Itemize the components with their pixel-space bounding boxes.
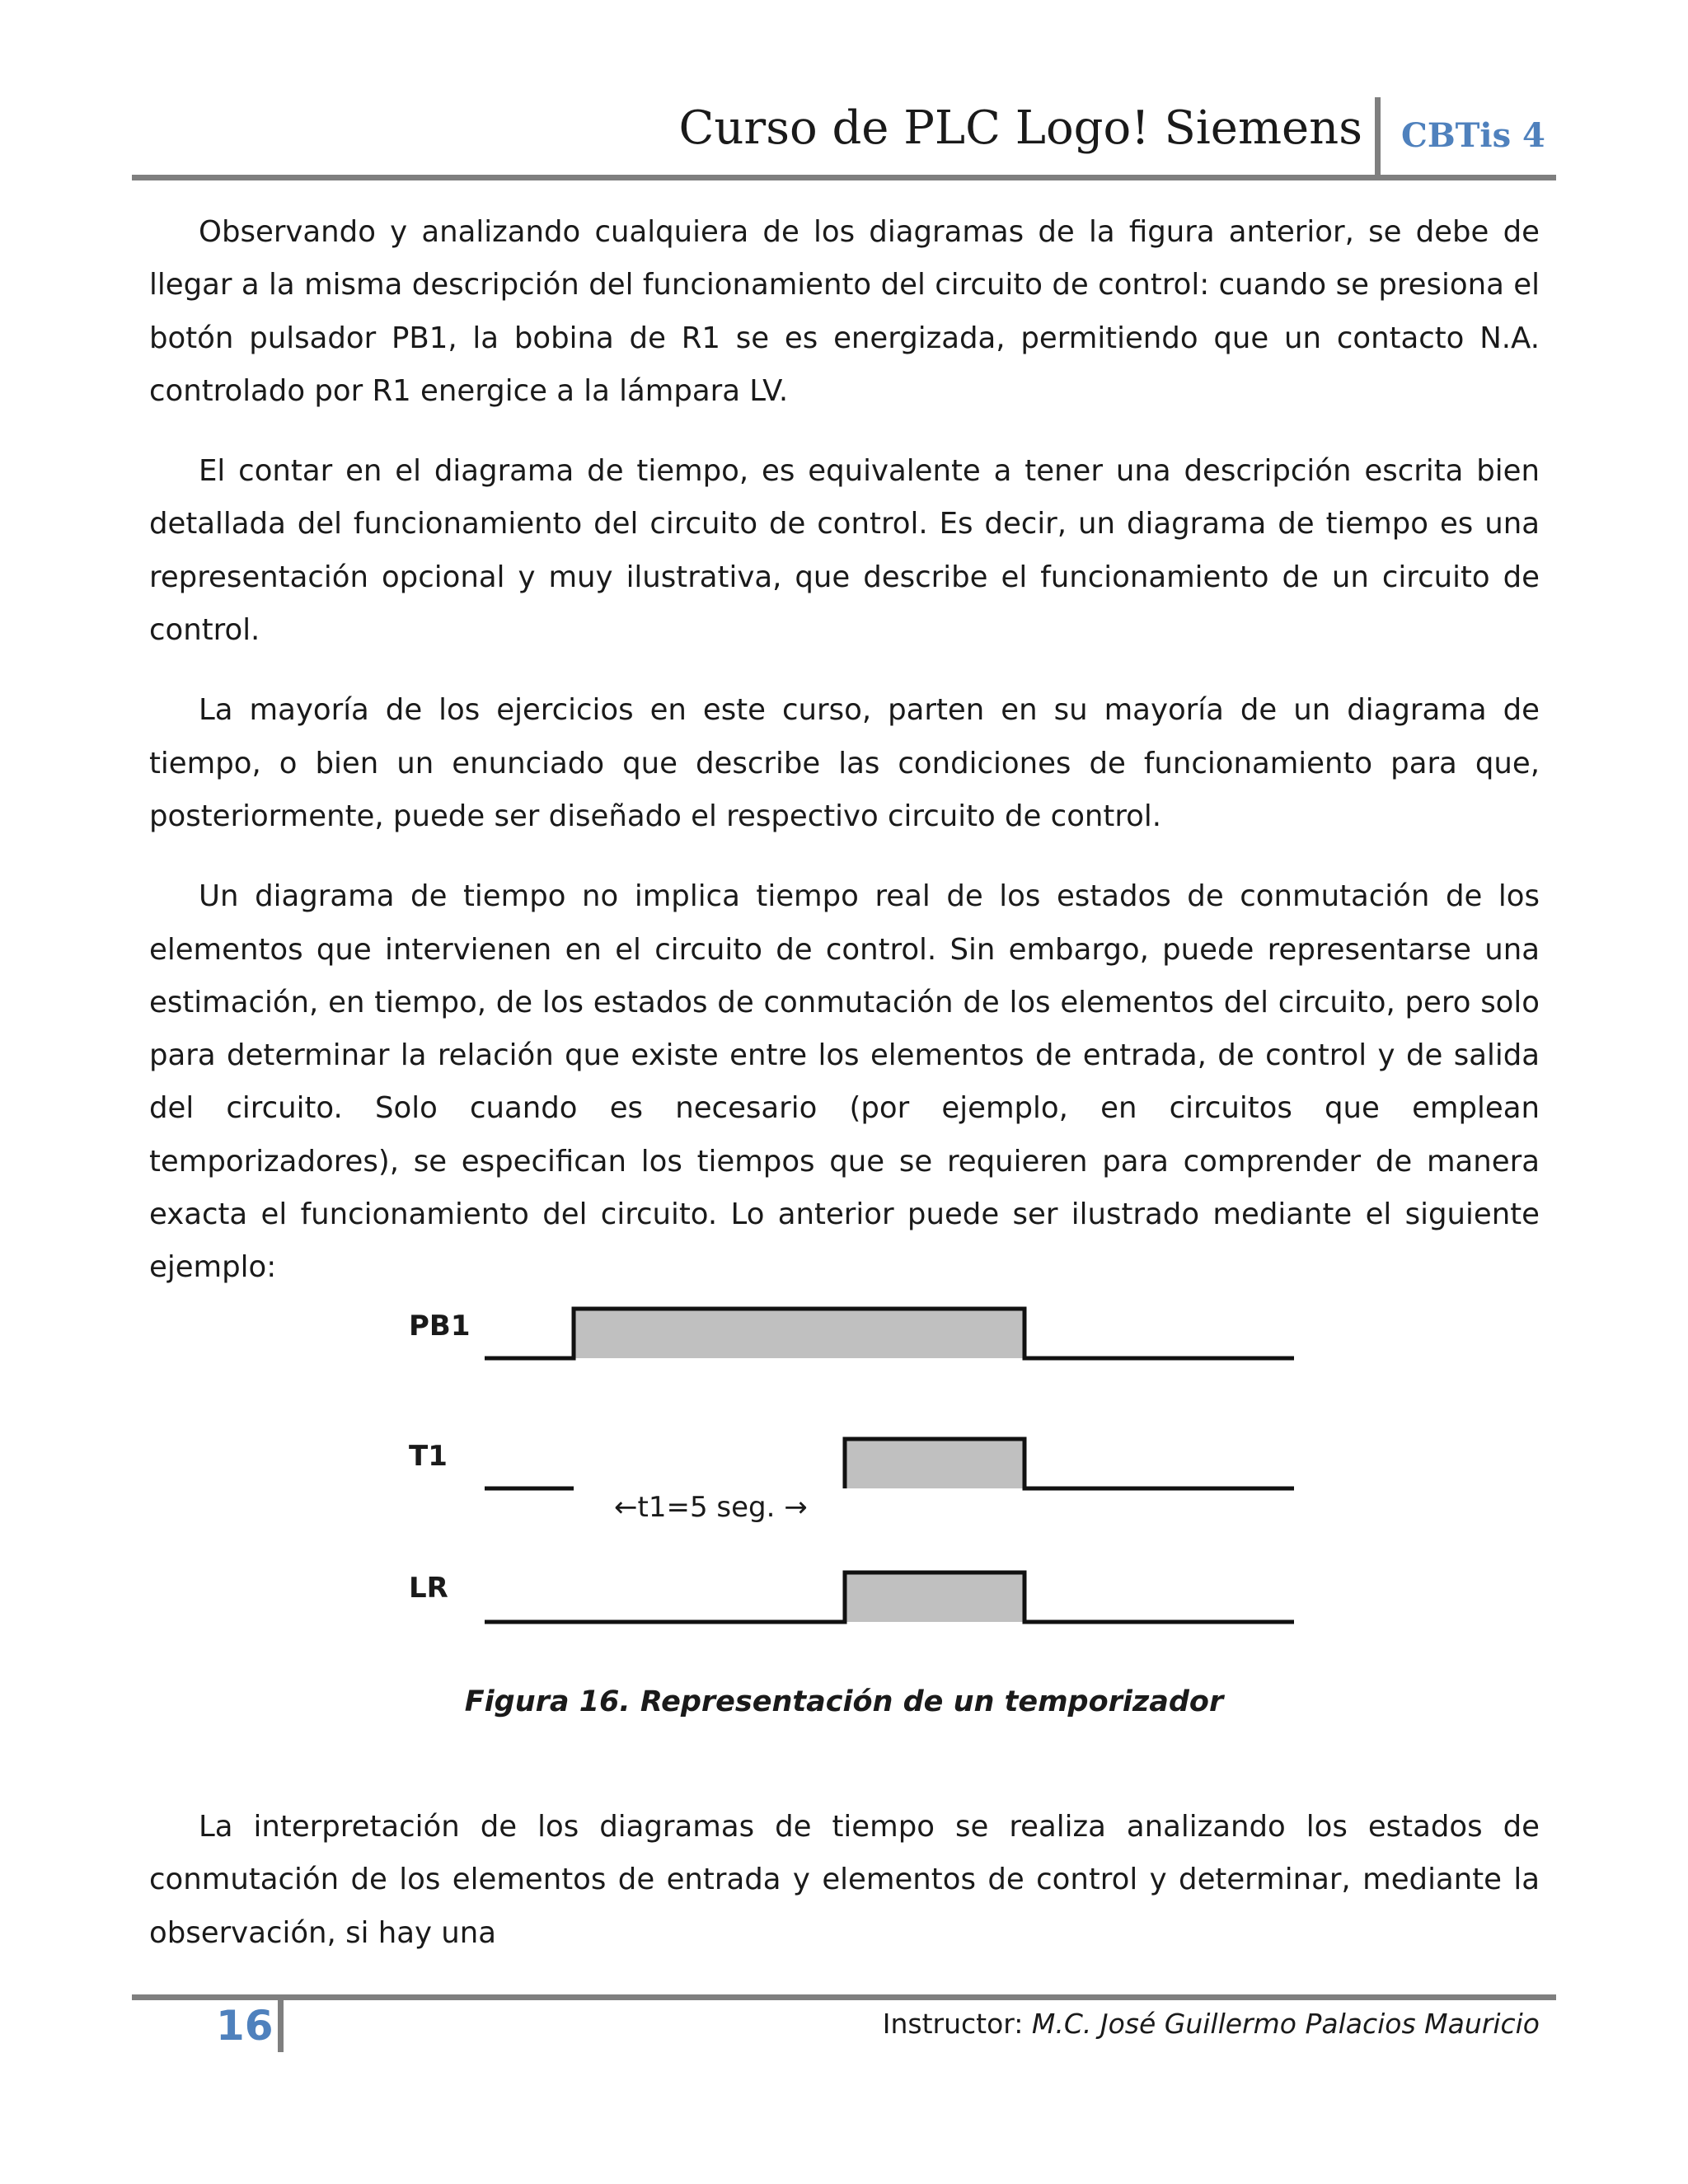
footer-rule [132, 1994, 1556, 2000]
signal-high-area-lr [845, 1572, 1025, 1622]
footer-divider [278, 1998, 284, 2052]
paragraph: El contar en el diagrama de tiempo, es equivalente a tener una descripción escrita bien detallada del funcionamiento del circuito de control. Es decir, un diagrama de tiempo es una representación opcional y muy ilustrativa, que describe el funcionamiento de un circuito de control. [149, 454, 1540, 648]
paragraph: La mayoría de los ejercicios en este curso, parten en su mayoría de un diagrama de tiempo, o bien un enunciado que describe las condiciones de funcionamiento para que, posteriormente, puede ser diseñado el respectivo circuito de control. [149, 693, 1540, 833]
body-text [149, 206, 1540, 1322]
signal-high-area-pb1 [574, 1309, 1025, 1358]
header-title: Curso de PLC Logo! Siemens [678, 101, 1362, 155]
signal-label-t1: T1 [409, 1440, 448, 1473]
header-rule [132, 175, 1556, 180]
instructor-label: Instructor: [882, 2008, 1024, 2040]
header-divider [1375, 97, 1381, 178]
footer-instructor [883, 2008, 1540, 2040]
figure-caption: Figura 16. Representación de un temporizador [464, 1685, 1224, 1718]
timing-diagram [396, 1286, 1319, 1632]
delay-label: ←t1=5 seg. → [614, 1491, 808, 1524]
signal-label-pb1: PB1 [409, 1310, 471, 1343]
page-number: 16 [216, 2002, 274, 2050]
body-text-continued [149, 1801, 1540, 1987]
paragraph: La interpretación de los diagramas de tiempo se realiza analizando los estados de conmutación de los elementos de entrada y elementos de control y determinar, mediante la observación, si hay una [149, 1810, 1540, 1950]
header-brand: CBTis 4 [1401, 116, 1545, 155]
paragraph: Observando y analizando cualquiera de los diagramas de la figura anterior, se debe de llegar a la misma descripción del funcionamiento del circuito de control: cuando se presiona el botón pulsador PB1, la bobina de R1 se es energizada, permitiendo que un contacto N.A. controlado por R1 energice a la lámpara LV. [149, 215, 1540, 408]
timing-waveforms [396, 1286, 1319, 1632]
signal-label-lr: LR [409, 1572, 448, 1605]
paragraph: Un diagrama de tiempo no implica tiempo real de los estados de conmutación de los elementos que intervienen en el circuito de control. Sin embargo, puede representarse una estimación, en tiempo, de los estados de conmutación de los elementos del circuito, pero solo para determinar la relación que existe entre los elementos de entrada, de control y de salida del circuito. Solo cuando es necesario (por ejemplo, en circuitos que emplean temporizadores), se especifican los tiempos que se requieren para comprender de manera exacta el funcionamiento del circuito. Lo anterior puede ser ilustrado mediante el siguiente ejemplo: [149, 879, 1540, 1285]
instructor-name: M.C. José Guillermo Palacios Mauricio [1031, 2008, 1540, 2040]
signal-high-area-t1 [845, 1439, 1025, 1488]
